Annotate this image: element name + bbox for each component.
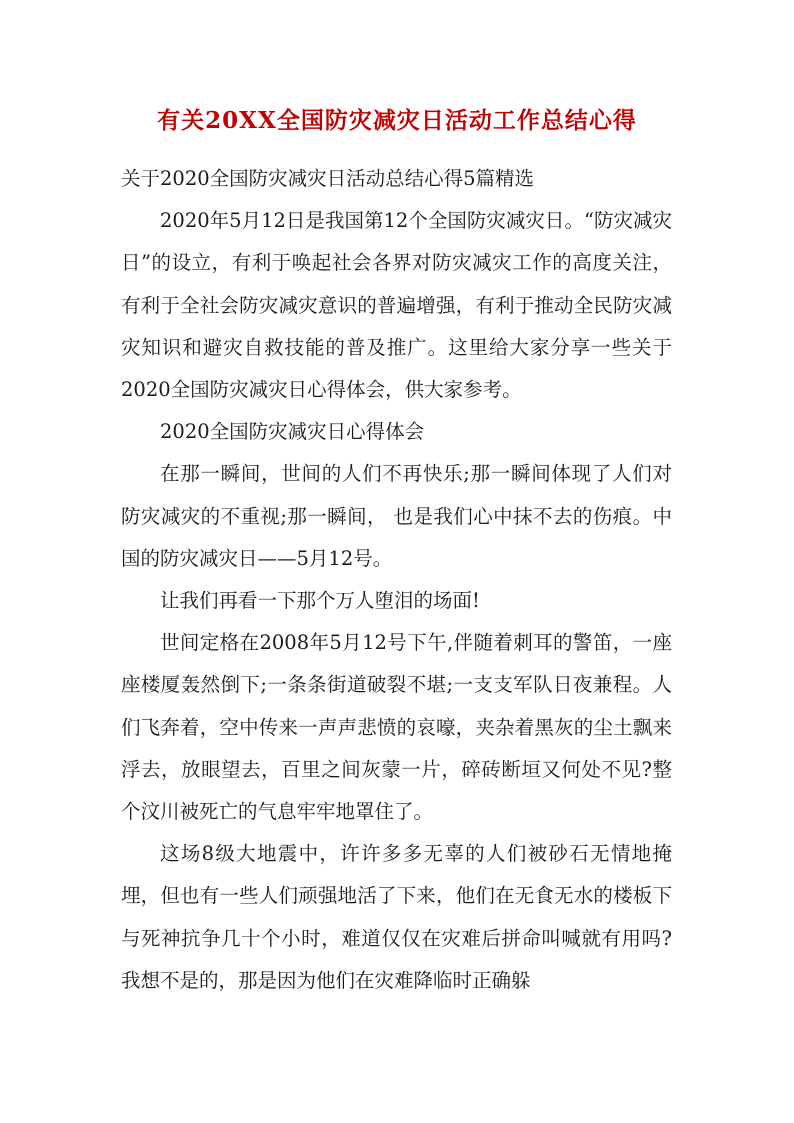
body-paragraph: 2020年5月12日是我国第12个全国防灾减灾日。“防灾减灾日”的设立，有利于唤起社会各界对防灾减灾工作的高度关注，有利于全社会防灾减灾意识的普遍增强，有利于推动全民防灾减灾知识和避灾自救技能的普及推广。这里给大家分享一些关于2020全国防灾减灾日心得体会，供大家参考。 [121, 209, 672, 402]
body-paragraph: 世间定格在2008年5月12号下午,伴随着刺耳的警笛，一座座楼厦轰然倒下;一条条街道破裂不堪;一支支军队日夜兼程。人们飞奔着，空中传来一声声悲愤的哀嚎，夹杂着黑灰的尘土飘来浮去，放眼望去，百里之间灰蒙一片，碎砖断垣又何处不见?整个汶川被死亡的气息牢牢地罩住了。 [121, 631, 672, 824]
body-paragraph: 这场8级大地震中，许许多多无辜的人们被砂石无情地掩埋，但也有一些人们顽强地活了下来，他们在无食无水的楼板下与死神抗争几十个小时，难道仅仅在灾难后拼命叫喊就有用吗?我想不是的，那是因为他们在灾难降临时正确躲 [121, 842, 672, 992]
section-heading: 2020全国防灾减灾日心得体会 [160, 420, 425, 444]
body-paragraph: 让我们再看一下那个万人堕泪的场面! [160, 589, 480, 613]
body-paragraph: 在那一瞬间，世间的人们不再快乐;那一瞬间体现了人们对防灾减灾的不重视;那一瞬间， 也是我们心中抹不去的伤痕。中国的防灾减灾日——5月12号。 [121, 462, 672, 570]
body-paragraph: 关于2020全国防灾减灾日活动总结心得5篇精选 [121, 167, 535, 190]
document-body [121, 158, 672, 1002]
document-title: 有关20XX全国防灾减灾日活动工作总结心得 [157, 107, 637, 134]
